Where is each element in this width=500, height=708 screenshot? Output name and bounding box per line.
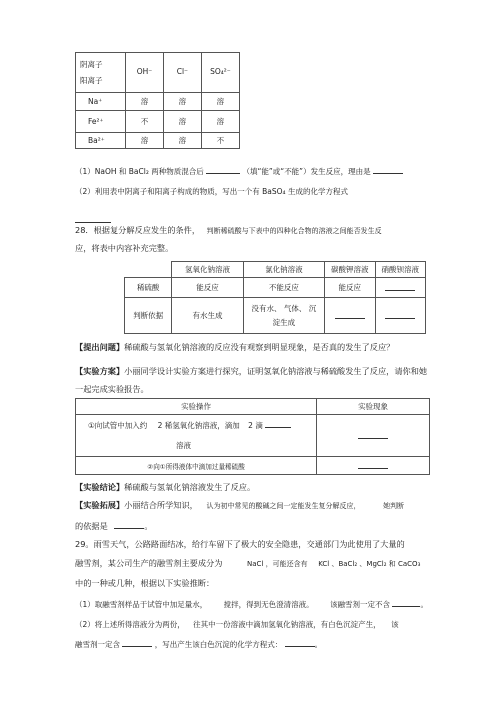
- step1-text-d: 溶液: [176, 440, 191, 450]
- answer-blank[interactable]: [392, 598, 420, 607]
- q27-part2: （2）利用表中阴离子和阳离子构成的物质，写出一个有 BaSO₄ 生成的化学方程式: [75, 187, 348, 196]
- reaction-table: [124, 261, 426, 334]
- plan-line: [75, 366, 427, 377]
- answer-cell[interactable]: [375, 298, 425, 334]
- cell: 溶: [163, 133, 201, 149]
- q29-step1-b: 搅拌，得到无色澄清溶液。: [223, 600, 314, 609]
- header-operation: 实验操作: [76, 399, 317, 415]
- q29-line2: [75, 558, 420, 569]
- answer-cell[interactable]: [317, 415, 430, 457]
- answer-blank[interactable]: [122, 638, 152, 647]
- q29-line1: 29。雨雪天气，公路路面结冰，给行车留下了极大的安全隐患，交通部门为此使用了大量的: [75, 539, 405, 549]
- q29-step1-a: （1）取融雪剂样品于试管中加足量水，: [75, 600, 208, 609]
- answer-cell[interactable]: [325, 298, 375, 334]
- cell: 不: [126, 111, 164, 133]
- q29-line2-b: NaCl ，可能还含有: [247, 560, 308, 568]
- plan-tag: 【实验方案】: [75, 366, 125, 376]
- q28-intro-b: 判断稀硫酸与下表中的四种化合物的溶液之间能否发生反: [206, 227, 382, 235]
- answer-blank[interactable]: [373, 165, 403, 174]
- extend-text-b: 认为初中常见的酸碱之间一定能发生复分解反应，: [206, 502, 361, 510]
- q27-part1-text-b: （填“能”或“不能”）发生反应，理由是: [242, 167, 371, 176]
- header-cl: Cl⁻: [163, 53, 201, 93]
- extend-line: [75, 500, 404, 511]
- table-row: [76, 93, 240, 111]
- conclusion-text: 稀硫酸与氢氧化钠溶液发生了反应。: [124, 482, 256, 492]
- table-row: [76, 415, 430, 457]
- step1-text-a: ①向试管中加入约: [88, 420, 148, 430]
- plan-line-2: 一起完成实验报告。: [75, 384, 149, 394]
- q29-step3: 融雪剂一定含 ，写出产生该白色沉淀的化学方程式： 。: [75, 640, 323, 649]
- extend-text-a: 小丽结合所学知识，: [124, 500, 198, 510]
- q29-step3-b: ，写出产生该白色沉淀的化学方程式：: [154, 640, 283, 649]
- cell: 有水生成: [172, 298, 243, 334]
- answer-blank[interactable]: [114, 520, 144, 529]
- cell: 溶: [201, 93, 239, 111]
- q27-part1-text: （1）NaOH 和 BaCl₂ 两种物质混合后: [75, 167, 204, 176]
- row-label: 稀硫酸: [125, 278, 172, 298]
- table-row: [125, 278, 426, 298]
- table-row: [76, 111, 240, 133]
- plan-text: 小丽同学设计实验方案进行探究，证明氢氧化钠溶液与稀硫酸发生了反应，请你和她: [124, 366, 428, 376]
- row-label: 判断依据: [125, 298, 172, 334]
- answer-blank[interactable]: [385, 310, 415, 319]
- solubility-table: [75, 52, 240, 149]
- answer-blank[interactable]: [75, 214, 111, 223]
- cell: 不能反应: [243, 278, 324, 298]
- q29-step1-c: 该融雪剂一定不含: [330, 600, 391, 609]
- answer-blank[interactable]: [265, 419, 291, 428]
- cell: 没有水、 气体、 沉淀生成: [243, 298, 324, 334]
- cell: 溶: [126, 93, 164, 111]
- cell: 能反应: [172, 278, 243, 298]
- answer-blank[interactable]: [358, 460, 388, 469]
- ion-na: Na⁺: [76, 93, 126, 111]
- header-oh: OH⁻: [126, 53, 164, 93]
- table-row: [76, 457, 430, 475]
- answer-cell[interactable]: [317, 457, 430, 475]
- cation-label: 阳离子: [80, 75, 103, 85]
- ion-fe: Fe²⁺: [76, 111, 126, 133]
- q29-step2-a: （2）将上述所得溶液分为两份，: [75, 620, 185, 629]
- q29-step2: [75, 619, 399, 630]
- header-k2co3: 碳酸钾溶液: [325, 262, 375, 278]
- q28-intro-c: 应，将表中内容补充完整。: [75, 243, 174, 253]
- step1-text-b: 2 稀氢氧化钠溶液，滴加: [157, 420, 240, 430]
- step2-cell: ②向①所得液体中滴加过量稀硫酸: [76, 457, 317, 475]
- q29-step1: （1）取融雪剂样品于试管中加足量水， 搅拌，得到无色澄清溶液。 该融雪剂一定不含 。: [75, 600, 428, 609]
- cell: 溶: [163, 93, 201, 111]
- step1-cell: [76, 415, 317, 457]
- question-tag: 【提出问题】: [75, 342, 125, 352]
- q27-part1: [75, 165, 403, 177]
- answer-blank[interactable]: [358, 430, 388, 439]
- conclusion-line: [75, 482, 255, 493]
- answer-blank[interactable]: [285, 638, 315, 647]
- cell: 溶: [163, 111, 201, 133]
- answer-blank[interactable]: [385, 282, 415, 291]
- ion-ba: Ba²⁺: [76, 133, 126, 149]
- cell: 能反应: [325, 278, 375, 298]
- q29-step2-b: 往其中一份溶液中滴加氢氧化钠溶液，有白色沉淀产生，: [193, 620, 381, 629]
- q28-intro: [75, 225, 382, 236]
- q29-line2-c: KCl 、BaCl₂ 、MgCl₂ 和 CaCO₃: [318, 560, 421, 568]
- answer-blank[interactable]: [206, 165, 240, 174]
- step1-text-c: 2 滴: [248, 420, 263, 430]
- empty-cell: [125, 262, 172, 278]
- q28-intro-a: 28．根据复分解反应发生的条件，: [75, 225, 201, 235]
- answer-cell[interactable]: [375, 278, 425, 298]
- header-naoh: 氢氧化钠溶液: [172, 262, 243, 278]
- cell: 溶: [126, 133, 164, 149]
- question-line: [75, 342, 394, 353]
- q29-line3: 中的一种或几种，根据以下实验推断：: [75, 578, 215, 588]
- table-corner-cell: [76, 53, 126, 93]
- experiment-table: [75, 398, 430, 475]
- q29-step3-a: 融雪剂一定含: [75, 640, 120, 649]
- q29-step2-c: 该: [391, 620, 399, 629]
- header-bano3: 硝酸钡溶液: [375, 262, 425, 278]
- extend-text-d: 的依据是: [75, 521, 108, 531]
- cell: 溶: [201, 111, 239, 133]
- extend-text-c: 她判断: [383, 502, 405, 510]
- anion-label: 阴离子: [80, 59, 103, 69]
- answer-blank[interactable]: [335, 310, 365, 319]
- header-so4: SO₄²⁻: [201, 53, 239, 93]
- conclusion-tag: 【实验结论】: [75, 482, 125, 492]
- cell: 不: [201, 133, 239, 149]
- question-text: 稀硫酸与氢氧化钠溶液的反应没有观察到明显现象，是否真的发生了反应？: [124, 342, 395, 352]
- header-nacl: 氯化钠溶液: [243, 262, 324, 278]
- table-row: [76, 133, 240, 149]
- header-phenomenon: 实验现象: [317, 399, 430, 415]
- extend-tag: 【实验拓展】: [75, 500, 125, 510]
- q29-line2-a: 融雪剂，某公司生产的融雪剂主要成分为: [75, 558, 223, 568]
- table-row: [125, 298, 426, 334]
- extend-line-2: 的依据是 。: [75, 521, 153, 531]
